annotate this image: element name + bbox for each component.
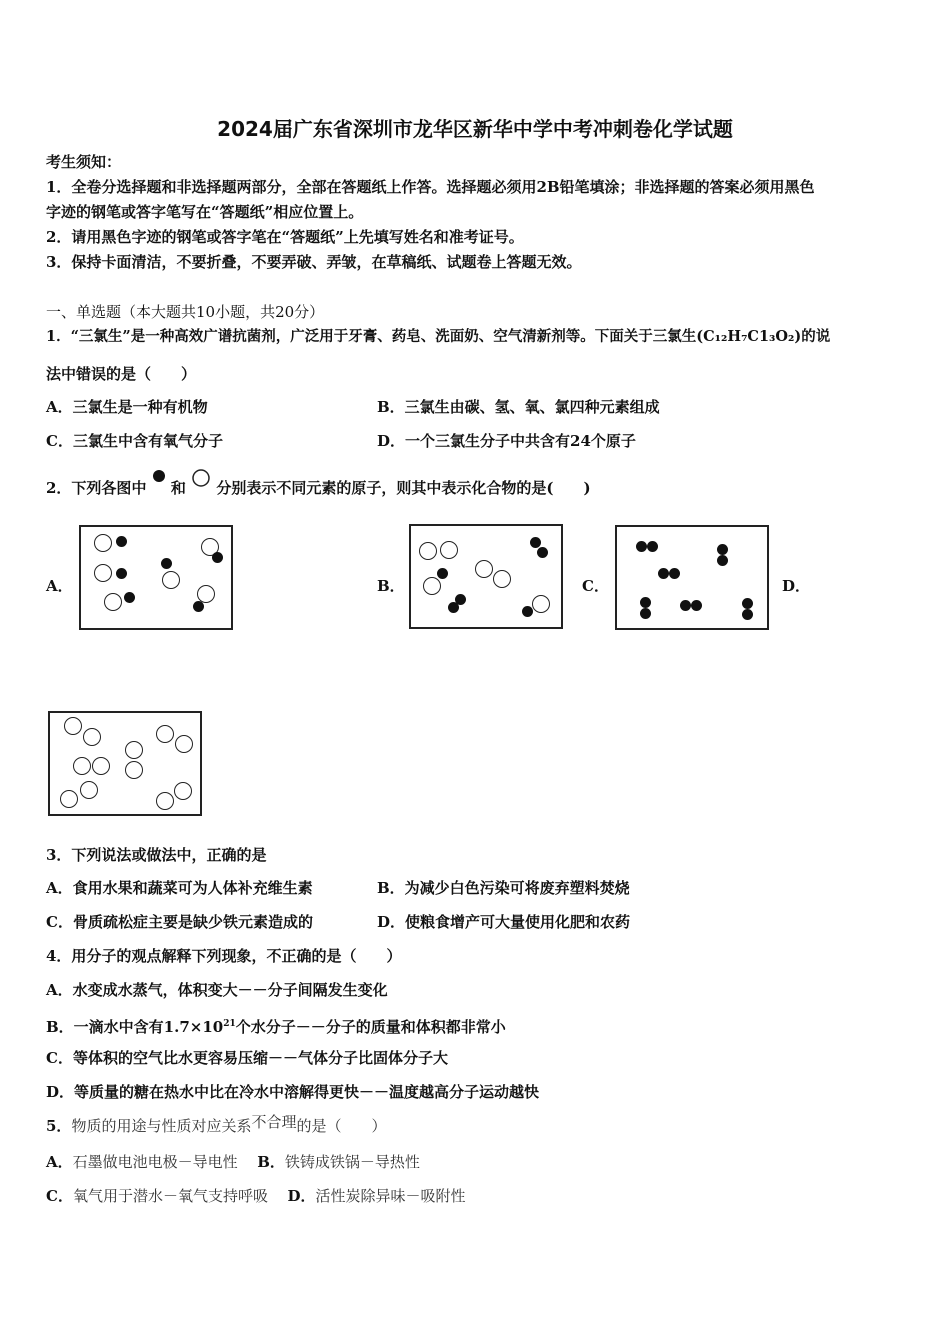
q3-option-b[interactable]: B．为减少白色污染可将废弃塑料焚烧	[377, 879, 630, 897]
white-atom	[419, 542, 437, 560]
q4-option-b[interactable]	[46, 1014, 506, 1037]
q5-options-row-1	[46, 1152, 420, 1172]
black-atom	[691, 600, 702, 611]
q2-label-a[interactable]: A．	[46, 577, 73, 595]
notice-heading: 考生须知：	[46, 153, 122, 171]
q5-stem-emphasis: 不合理	[251, 1113, 297, 1131]
white-atom	[423, 577, 441, 595]
q5-stem-end: 的是（ ）	[296, 1117, 387, 1135]
black-atom	[116, 568, 127, 579]
q1-option-a[interactable]: A．三氯生是一种有机物	[46, 398, 208, 416]
notice-item-3: 3．保持卡面清洁，不要折叠，不要弄破、弄皱，在草稿纸、试题卷上答题无效。	[46, 253, 582, 271]
q5-option-a-label: A．	[46, 1153, 73, 1171]
white-atom	[73, 757, 91, 775]
q5-option-c-label: C．	[46, 1187, 73, 1205]
q2-diagram-a[interactable]	[79, 525, 233, 630]
q2-stem-pre: 2．下列各图中	[46, 479, 147, 497]
q5-option-c[interactable]	[46, 1187, 268, 1205]
q2-label-c[interactable]: C．	[582, 577, 609, 595]
q2-stem	[46, 478, 591, 503]
white-atom	[174, 782, 192, 800]
white-atom	[162, 571, 180, 589]
black-atom-icon	[152, 468, 166, 489]
notice-item-1: 1．全卷分选择题和非选择题两部分，全部在答题纸上作答。选择题必须用2B铅笔填涂；非选择题的答案必须用黑色	[46, 178, 815, 196]
q2-diagram-b[interactable]	[409, 524, 563, 629]
q1-option-c[interactable]: C．三氯生中含有氧气分子	[46, 432, 223, 450]
white-atom-icon	[191, 468, 211, 493]
black-atom	[658, 568, 669, 579]
white-atom	[64, 717, 82, 735]
q4-option-b-pre: B．一滴水中含有1.7×10	[46, 1018, 224, 1036]
white-atom	[94, 564, 112, 582]
black-atom	[669, 568, 680, 579]
q5-option-b-text: 铁铸成铁锅－导热性	[284, 1153, 420, 1171]
q3-stem: 3．下列说法或做法中，正确的是	[46, 846, 267, 864]
black-atom	[636, 541, 647, 552]
white-atom	[475, 560, 493, 578]
black-atom	[640, 597, 651, 608]
black-atom	[212, 552, 223, 563]
notice-item-2: 2．请用黑色字迹的钢笔或答字笔在“答题纸”上先填写姓名和准考证号。	[46, 228, 524, 246]
q5-number: 5．	[46, 1117, 72, 1135]
black-atom	[116, 536, 127, 547]
q4-option-a[interactable]: A．水变成水蒸气，体积变大－－分子间隔发生变化	[46, 981, 388, 999]
black-atom	[647, 541, 658, 552]
q5-stem	[46, 1113, 387, 1136]
q5-option-d-text: 活性炭除异味－吸附性	[315, 1187, 466, 1205]
black-atom	[437, 568, 448, 579]
q1-option-b[interactable]: B．三氯生由碳、氢、氧、氯四种元素组成	[377, 398, 660, 416]
white-atom	[80, 781, 98, 799]
white-atom	[104, 593, 122, 611]
black-atom	[161, 558, 172, 569]
q5-option-d[interactable]	[288, 1187, 466, 1205]
q1-option-d[interactable]: D．一个三氯生分子中共含有24个原子	[377, 432, 636, 450]
white-atom	[125, 741, 143, 759]
white-atom	[92, 757, 110, 775]
black-atom	[742, 598, 753, 609]
q2-label-b[interactable]: B．	[377, 577, 405, 595]
white-atom	[156, 725, 174, 743]
notice-item-1-cont: 字迹的钢笔或答字笔写在“答题纸”相应位置上。	[46, 203, 364, 221]
q5-option-a[interactable]	[46, 1153, 238, 1171]
q5-option-c-text: 氧气用于潜水－氧气支持呼吸	[72, 1187, 268, 1205]
white-atom	[94, 534, 112, 552]
white-atom	[175, 735, 193, 753]
q1-stem-cont: 法中错误的是（ ）	[46, 365, 197, 383]
black-atom	[537, 547, 548, 558]
white-atom	[440, 541, 458, 559]
black-atom	[448, 602, 459, 613]
q4-option-d[interactable]: D．等质量的糖在热水中比在冷水中溶解得更快－－温度越高分子运动越快	[46, 1083, 540, 1101]
white-atom	[493, 570, 511, 588]
q4-option-b-exponent: 21	[223, 1019, 236, 1029]
q4-stem: 4．用分子的观点解释下列现象，不正确的是（ ）	[46, 947, 402, 965]
q2-diagram-c[interactable]	[615, 525, 769, 630]
q2-stem-post: 分别表示不同元素的原子，则其中表示化合物的是( )	[216, 479, 591, 497]
page-title: 2024届广东省深圳市龙华区新华中学中考冲刺卷化学试题	[217, 117, 733, 141]
black-atom	[124, 592, 135, 603]
q4-option-c[interactable]: C．等体积的空气比水更容易压缩－－气体分子比固体分子大	[46, 1049, 448, 1067]
q5-option-b-label: B．	[257, 1153, 285, 1171]
section-heading: 一、单选题（本大题共10小题，共20分）	[46, 303, 325, 321]
white-atom	[532, 595, 550, 613]
black-atom	[717, 555, 728, 566]
black-atom	[530, 537, 541, 548]
q5-option-a-text: 石墨做电池电极－导电性	[72, 1153, 238, 1171]
white-atom	[83, 728, 101, 746]
q2-label-d[interactable]: D．	[782, 577, 811, 595]
black-atom	[193, 601, 204, 612]
q5-stem-text: 物质的用途与性质对应关系	[71, 1117, 252, 1135]
q5-option-b[interactable]	[257, 1153, 420, 1171]
q3-option-a[interactable]: A．食用水果和蔬菜可为人体补充维生素	[46, 879, 313, 897]
q2-stem-mid: 和	[170, 479, 186, 497]
q3-option-d[interactable]: D．使粮食增产可大量使用化肥和农药	[377, 913, 631, 931]
black-atom	[640, 608, 651, 619]
q2-diagram-d[interactable]	[48, 711, 202, 816]
q5-option-d-label: D．	[287, 1187, 316, 1205]
white-atom	[156, 792, 174, 810]
white-atom	[60, 790, 78, 808]
q1-stem: 1．“三氯生”是一种高效广谱抗菌剂，广泛用于牙膏、药皂、洗面奶、空气清新剂等。下面关于三氯生(C₁₂H₇C1₃O₂)的说	[46, 328, 831, 345]
black-atom	[717, 544, 728, 555]
black-atom	[680, 600, 691, 611]
q4-option-b-post: 个水分子－－分子的质量和体积都非常小	[235, 1018, 506, 1036]
q5-options-row-2	[46, 1186, 466, 1206]
white-atom	[125, 761, 143, 779]
black-atom	[522, 606, 533, 617]
q3-option-c[interactable]: C．骨质疏松症主要是缺少铁元素造成的	[46, 913, 313, 931]
black-atom	[742, 609, 753, 620]
